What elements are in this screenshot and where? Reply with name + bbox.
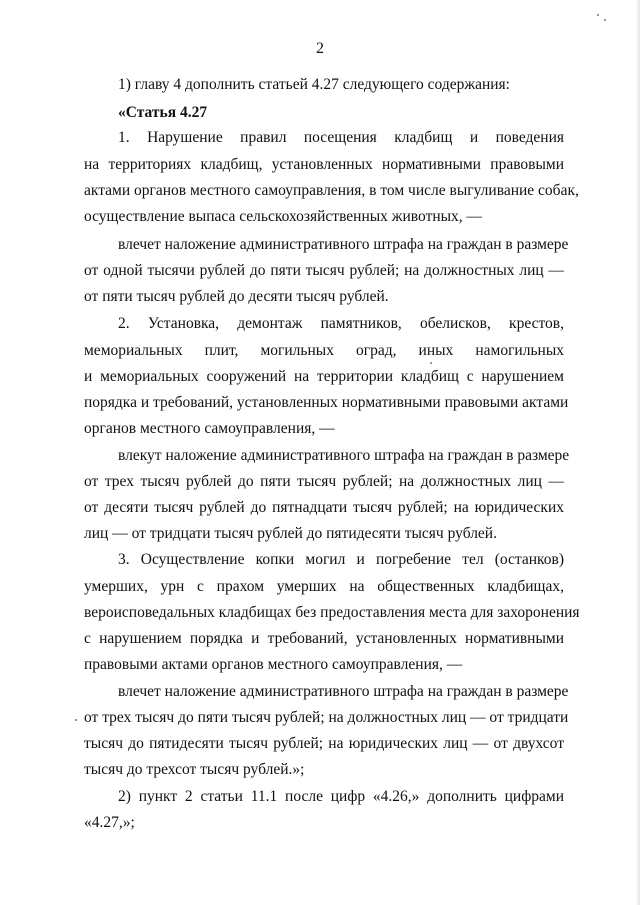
scan-speck [604,19,606,21]
scan-speck [597,14,599,16]
text-line: влекут наложение административного штрафа на граждан в размере [118,447,570,464]
text-line: от десяти тысяч рублей до пятнадцати тысяч рублей; на юридических [84,499,564,516]
text-line: 2. Установка, демонтаж памятников, обелисков, крестов, [118,315,564,332]
text-line: органов местного самоуправления, — [84,420,335,437]
text-line: 1. Нарушение правил посещения кладбищ и поведения [118,129,564,146]
text-line: влечет наложение административного штрафа на граждан в размере [118,683,569,700]
text-line: порядка и требований, установленных нормативными правовыми актами [84,394,569,411]
page-number: 2 [316,40,324,57]
text-line: «4.27,»; [84,814,135,831]
page-edge-shadow [636,0,640,905]
text-line: тысяч до трехсот тысяч рублей.»; [84,761,305,778]
scan-speck [430,362,432,364]
text-line: умерших, урн с прахом умерших на общественных кладбищах, [84,578,564,595]
text-line: с нарушением порядка и требований, установленных нормативными [84,630,564,647]
text-line: от трех тысяч рублей до пяти тысяч рублей; на должностных лиц — [84,473,564,490]
text-line: 1) главу 4 дополнить статьей 4.27 следующего содержания: [118,76,510,93]
text-line: 2) пункт 2 статьи 11.1 после цифр «4.26,» дополнить цифрами [118,788,564,805]
text-line: правовыми актами органов местного самоуправления, — [84,656,463,673]
text-line: лиц — от тридцати тысяч рублей до пятидесяти тысяч рублей. [84,525,497,542]
text-line: на территориях кладбищ, установленных нормативными правовыми [84,156,564,173]
text-line: от одной тысячи рублей до пяти тысяч рублей; на должностных лиц — [84,262,564,279]
article-heading: «Статья 4.27 [118,104,208,121]
text-line: вероисповедальных кладбищах без предоставления места для захоронения [84,604,580,621]
text-line: мемориальных плит, могильных оград, иных намогильных [84,342,564,359]
text-line: от трех тысяч до пяти тысяч рублей; на должностных лиц — от тридцати [84,709,569,726]
text-line: 3. Осуществление копки могил и погребение тел (останков) [118,551,564,568]
text-line: и мемориальных сооружений на территории кладбищ с нарушением [84,368,564,385]
text-line: от пяти тысяч рублей до десяти тысяч рублей. [84,288,389,305]
scan-speck [75,719,77,721]
text-line: тысяч до пятидесяти тысяч рублей; на юридических лиц — от двухсот [84,735,564,752]
text-line: актами органов местного самоуправления, в том числе выгуливание собак, [84,182,579,199]
text-line: осуществление выпаса сельскохозяйственных животных, — [84,208,483,225]
text-line: влечет наложение административного штрафа на граждан в размере [118,236,569,253]
